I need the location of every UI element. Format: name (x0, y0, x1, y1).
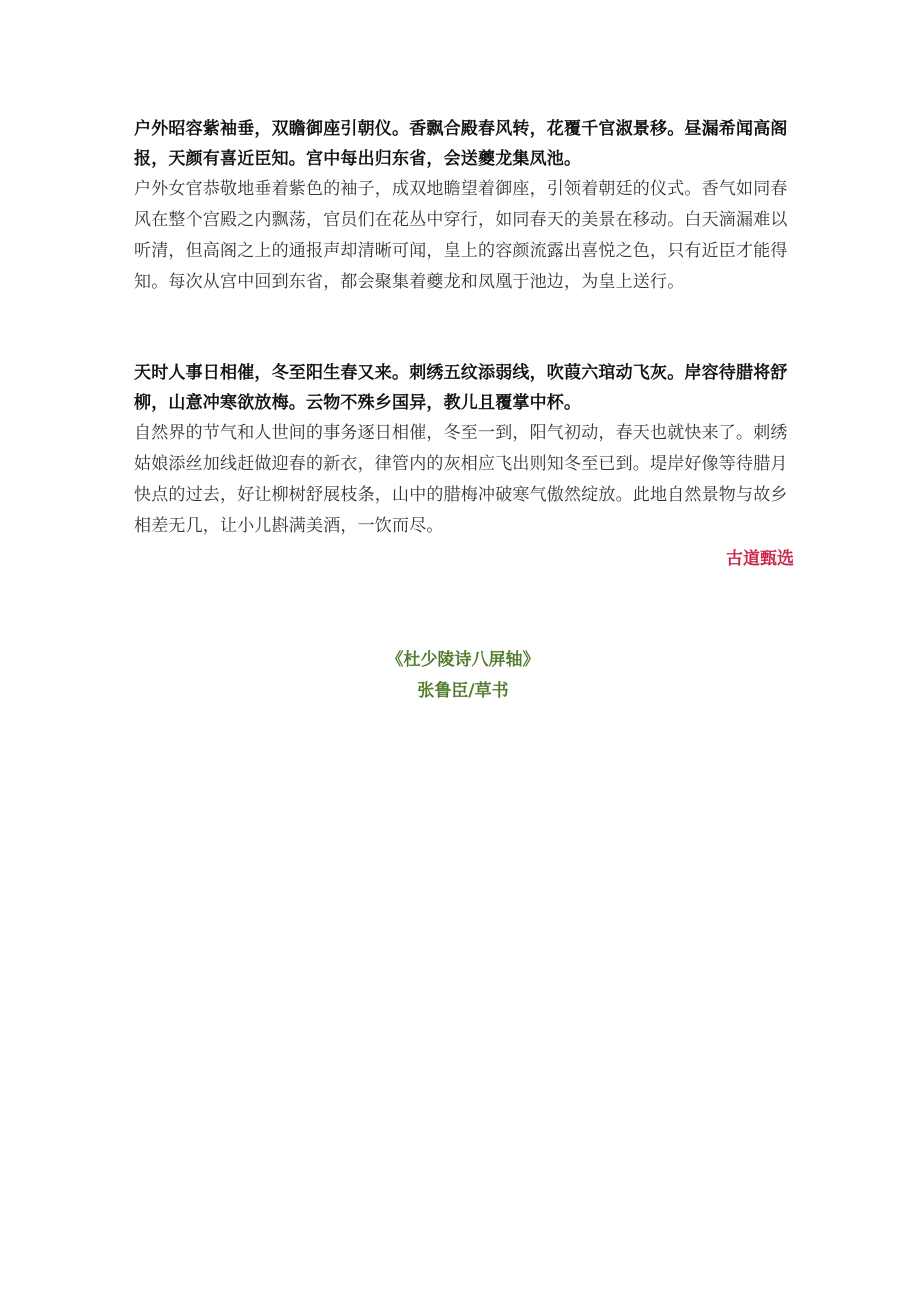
work-title: 《杜少陵诗八屏轴》 (386, 650, 540, 670)
poem-text: 天时人事日相催，冬至阳生春又来。刺绣五纹添弱线，吹葭六琯动飞灰。岸容待腊将舒柳，山意冲寒欲放梅。云物不殊乡国异，教儿且覆掌中杯。 (134, 363, 788, 413)
credits (0, 645, 920, 707)
poem-text: 户外昭容紫袖垂，双瞻御座引朝仪。香飘合殿春风转，花覆千官淑景移。昼漏希闻高阁报，天颜有喜近臣知。宫中每出归东省，会送夔龙集凤池。 (134, 119, 788, 169)
source-label: 古道甄选 (726, 549, 794, 569)
poem-section-1 (134, 114, 794, 298)
poem-section-2 (134, 358, 794, 542)
translation-text: 户外女官恭敬地垂着紫色的袖子，成双地瞻望着御座，引领着朝廷的仪式。香气如同春风在整个宫殿之内飘荡，官员们在花丛中穿行，如同春天的美景在移动。白天滴漏难以听清，但高阁之上的通报声却清晰可闻，皇上的容颜流露出喜悦之色，只有近臣才能得知。每次从宫中回到东省，都会聚集着夔龙和凤凰于池边，为皇上送行。 (134, 179, 788, 292)
translation-text: 自然界的节气和人世间的事务逐日相催，冬至一到，阳气初动，春天也就快来了。刺绣姑娘添丝加线赶做迎春的新衣，律管内的灰相应飞出则知冬至已到。堤岸好像等待腊月快点的过去，好让柳树舒展枝条，山中的腊梅冲破寒气傲然绽放。此地自然景物与故乡相差无几，让小儿斟满美酒，一饮而尽。 (134, 423, 788, 536)
document-body (134, 114, 794, 574)
calligrapher-credit: 张鲁臣/草书 (417, 681, 509, 701)
